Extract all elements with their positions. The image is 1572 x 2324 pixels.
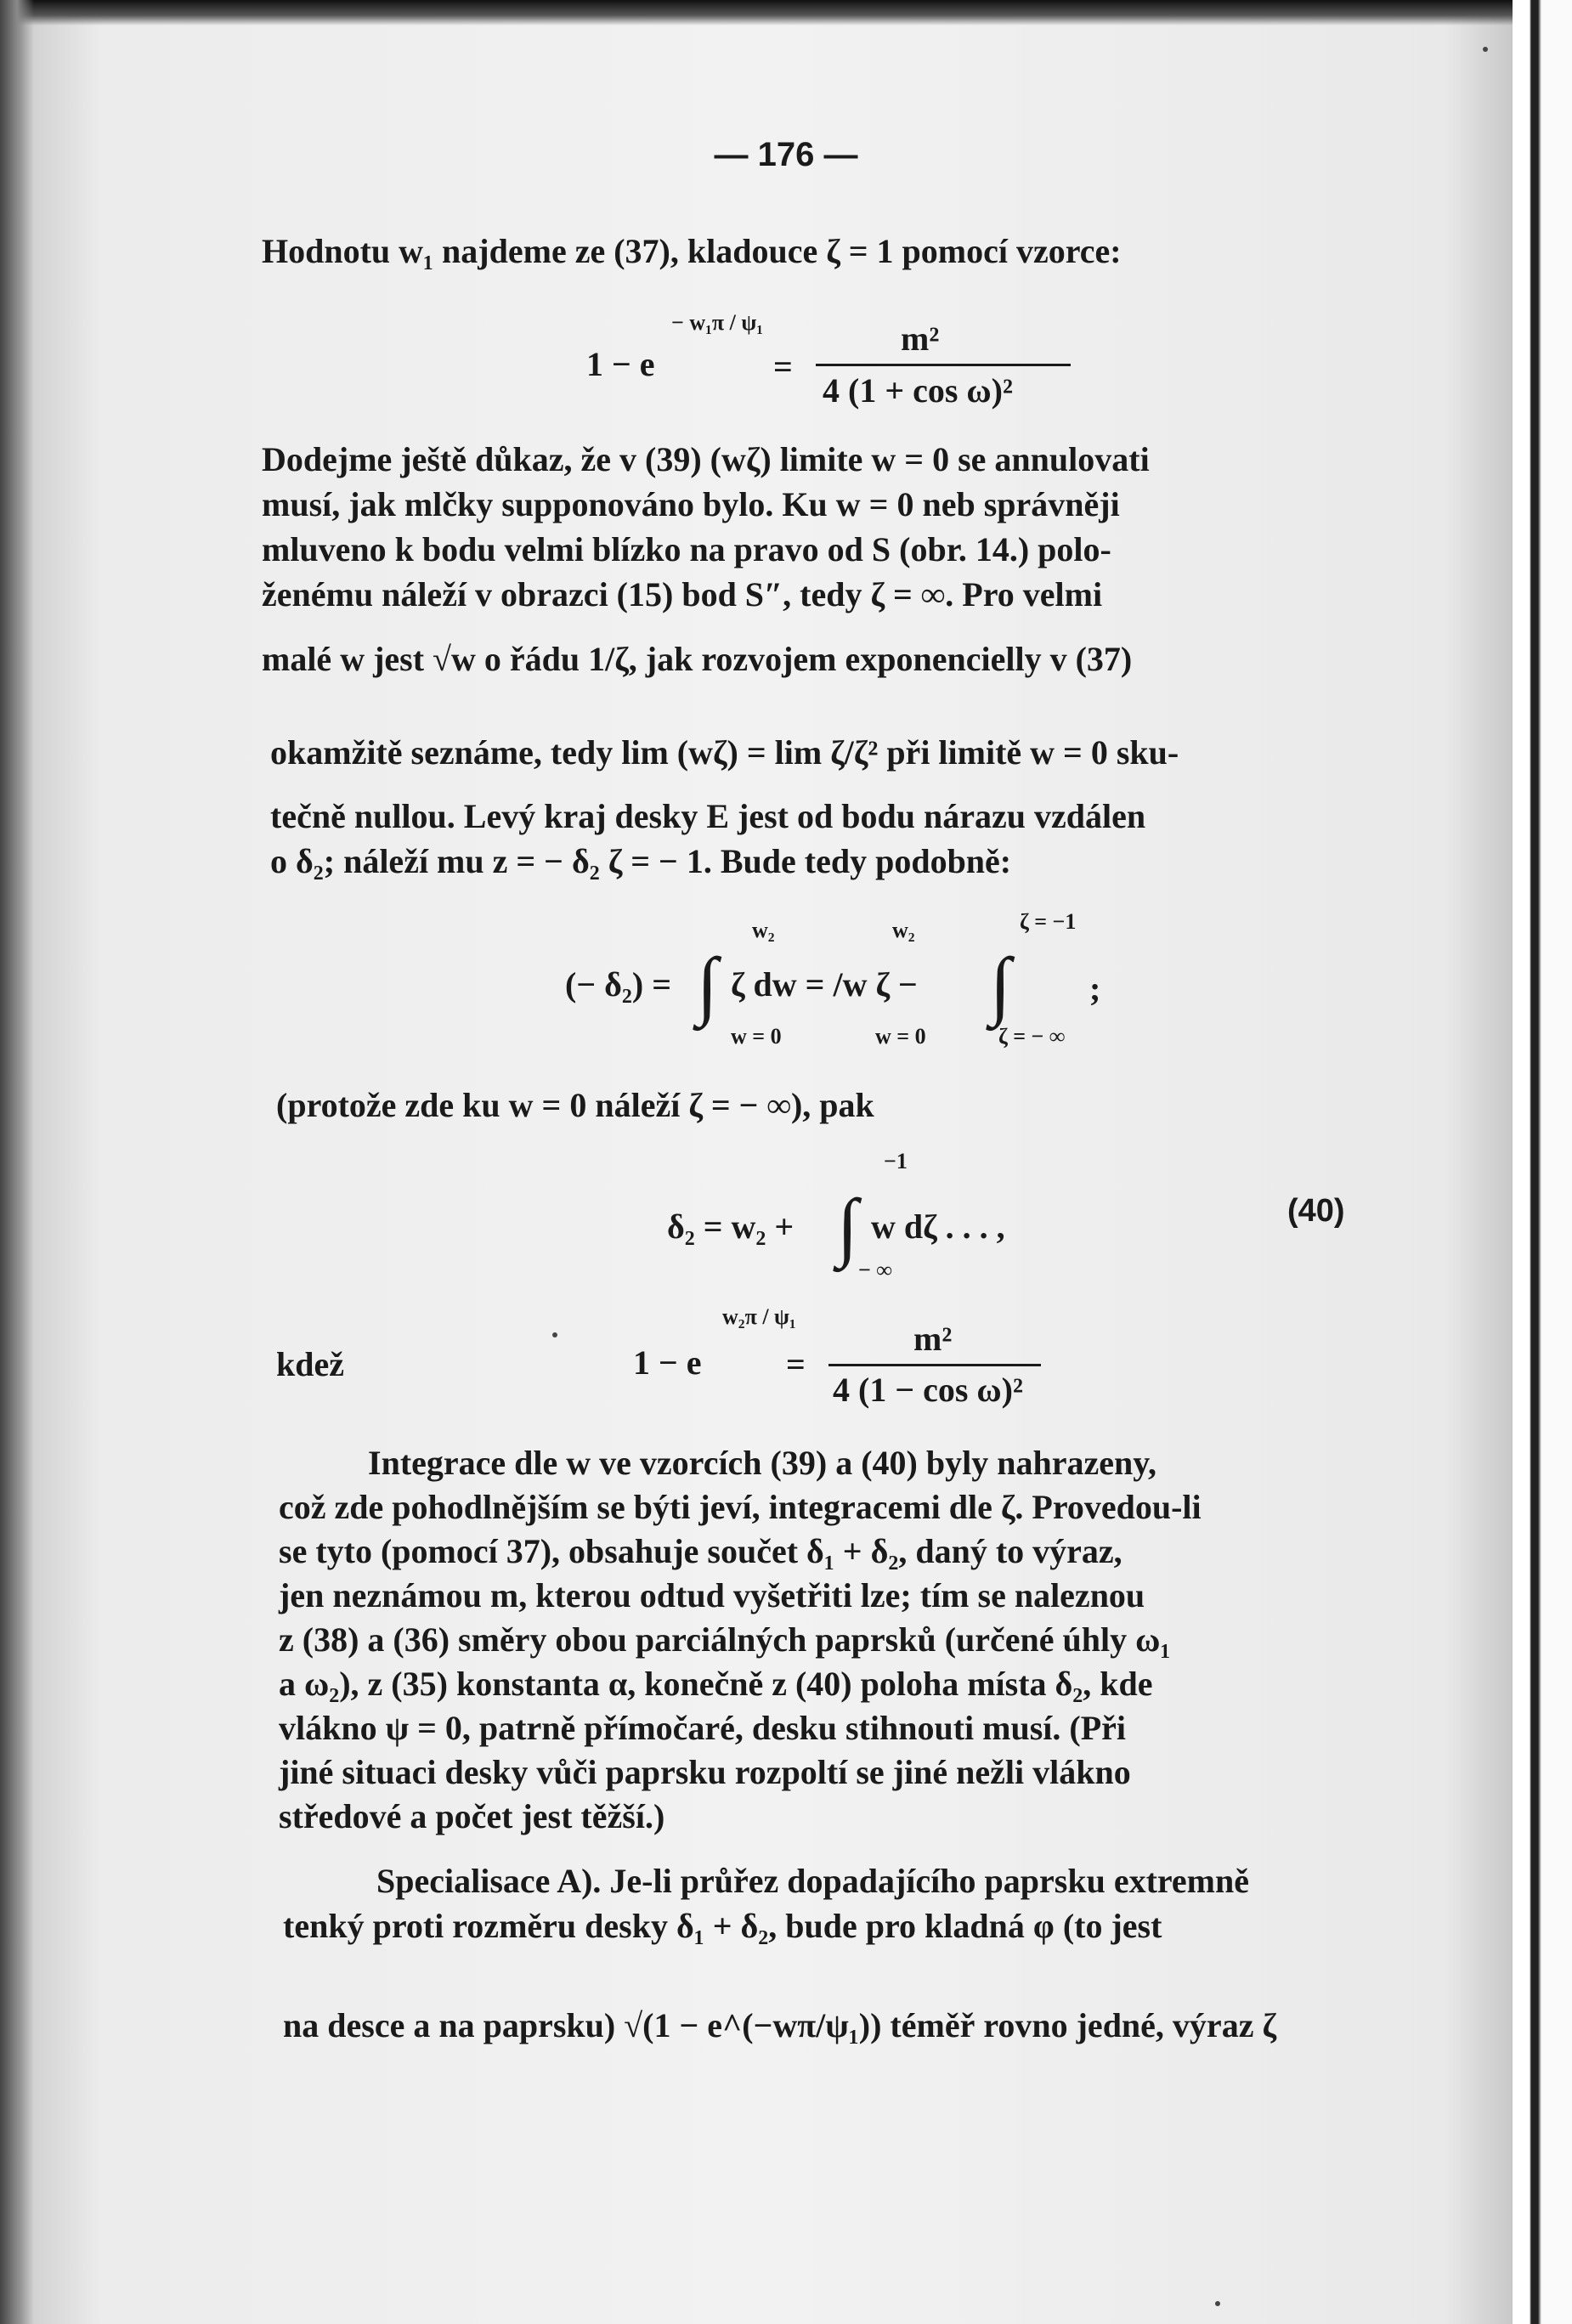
formula-2-lower-2: w = 0 [875, 1024, 926, 1049]
text-line-7: okamžitě seznáme, tedy lim (wζ) = lim ζ/ζ² při limitě w = 0 sku- [270, 733, 1179, 772]
formula-3-lhs: δ₂ = w₂ + [667, 1207, 794, 1246]
scan-speck [552, 1332, 557, 1337]
text-line-15: jen neznámou m, kterou odtud vyšetřiti lze; tím se naleznou [279, 1576, 1145, 1614]
text-line-8: tečně nullou. Levý kraj desky E jest od bodu nárazu vzdálen [270, 797, 1146, 835]
formula-3-lower: − ∞ [858, 1258, 892, 1282]
scan-speck [1215, 2301, 1220, 2306]
integral-sign: ∫ [837, 1185, 858, 1269]
text-line-16: z (38) a (36) směry obou parciálných paprsků (určené úhly ω₁ [279, 1620, 1171, 1659]
formula-4-lhs: 1 − e [633, 1343, 702, 1382]
formula-2-semicolon: ; [1089, 970, 1101, 1008]
text-line-10: (protože zde ku w = 0 náleží ζ = − ∞), pak [276, 1086, 874, 1124]
text-line-22: tenký proti rozměru desky δ₁ + δ₂, bude pro kladná φ (to jest [283, 1907, 1162, 1945]
formula-1-exponent: − w₁π / ψ₁ [671, 310, 764, 335]
scan-right-edge [1513, 0, 1572, 2324]
text-line-20: středové a počet jest těžší.) [279, 1797, 665, 1835]
integral-sign: ∫ [990, 943, 1011, 1027]
scan-left-shadow [0, 0, 34, 2324]
text-line-17: a ω₂), z (35) konstanta α, konečně z (40) poloha místa δ₂, kde [279, 1665, 1153, 1703]
text-line-12: Integrace dle w ve vzorcích (39) a (40) byly nahrazeny, [368, 1444, 1156, 1482]
formula-4-fraction-bar [828, 1364, 1041, 1366]
text-line-13: což zde pohodlnějším se býti jeví, integracemi dle ζ. Provedou-li [279, 1488, 1202, 1526]
text-line-2: Dodejme ještě důkaz, že v (39) (wζ) limite w = 0 se annulovati [262, 440, 1150, 478]
formula-4-equals: = [786, 1345, 806, 1383]
scan-top-border [0, 0, 1572, 25]
text-line-6: malé w jest √w o řádu 1/ζ, jak rozvojem exponencielly v (37) [262, 640, 1133, 678]
page-number: — 176 — [714, 136, 858, 173]
integral-sign: ∫ [697, 943, 718, 1027]
formula-2-upper-2: w₂ [892, 918, 915, 942]
formula-4-exponent: w₂π / ψ₁ [722, 1304, 796, 1329]
formula-2-middle: ζ dw = /w ζ − [731, 965, 918, 1004]
text-line-14: se tyto (pomocí 37), obsahuje součet δ₁ + δ₂, daný to výraz, [279, 1532, 1122, 1570]
text-line-23: na desce a na paprsku) √(1 − e^(−wπ/ψ₁)) téměř rovno jedné, výraz ζ [283, 2006, 1276, 2044]
scan-speck [1483, 47, 1488, 52]
formula-1-equals: = [773, 348, 793, 386]
formula-2-lower-3: ζ = − ∞ [998, 1024, 1066, 1049]
text-line-4: mluveno k bodu velmi blízko na pravo od S (obr. 14.) polo- [262, 530, 1111, 568]
formula-1-lhs: 1 − e [586, 345, 655, 383]
formula-2-upper-3: ζ = −1 [1020, 909, 1077, 934]
text-line-3: musí, jak mlčky supponováno bylo. Ku w = 0 neb správněji [262, 485, 1120, 523]
text-line-21: Specialisace A). Je-li průřez dopadajícího paprsku extremně [376, 1862, 1249, 1900]
formula-1-denominator: 4 (1 + cos ω)² [823, 371, 1013, 410]
formula-2-lhs: (− δ₂) = [565, 965, 671, 1004]
equation-number: (40) [1287, 1193, 1345, 1229]
text-line-1: Hodnotu w₁ najdeme ze (37), kladouce ζ = 1 pomocí vzorce: [262, 232, 1122, 270]
text-line-9: o δ₂; náleží mu z = − δ₂ ζ = − 1. Bude tedy podobně: [270, 842, 1012, 880]
formula-3-integrand: w dζ . . . , [871, 1207, 1005, 1246]
formula-2-upper-1: w₂ [752, 918, 775, 942]
formula-2-lower-1: w = 0 [731, 1024, 782, 1049]
text-line-11: kdež [276, 1345, 344, 1383]
formula-1-numerator: m² [901, 319, 940, 358]
formula-1-fraction-bar [816, 364, 1071, 366]
text-line-19: jiné situaci desky vůči paprsku rozpoltí se jiné nežli vlákno [279, 1753, 1131, 1791]
formula-3-upper: −1 [884, 1149, 908, 1173]
text-line-5: ženému náleží v obrazci (15) bod S″, tedy ζ = ∞. Pro velmi [262, 575, 1103, 614]
text-line-18: vlákno ψ = 0, patrně přímočaré, desku stihnouti musí. (Při [279, 1709, 1127, 1747]
formula-4-denominator: 4 (1 − cos ω)² [833, 1371, 1023, 1409]
formula-4-numerator: m² [913, 1320, 953, 1358]
